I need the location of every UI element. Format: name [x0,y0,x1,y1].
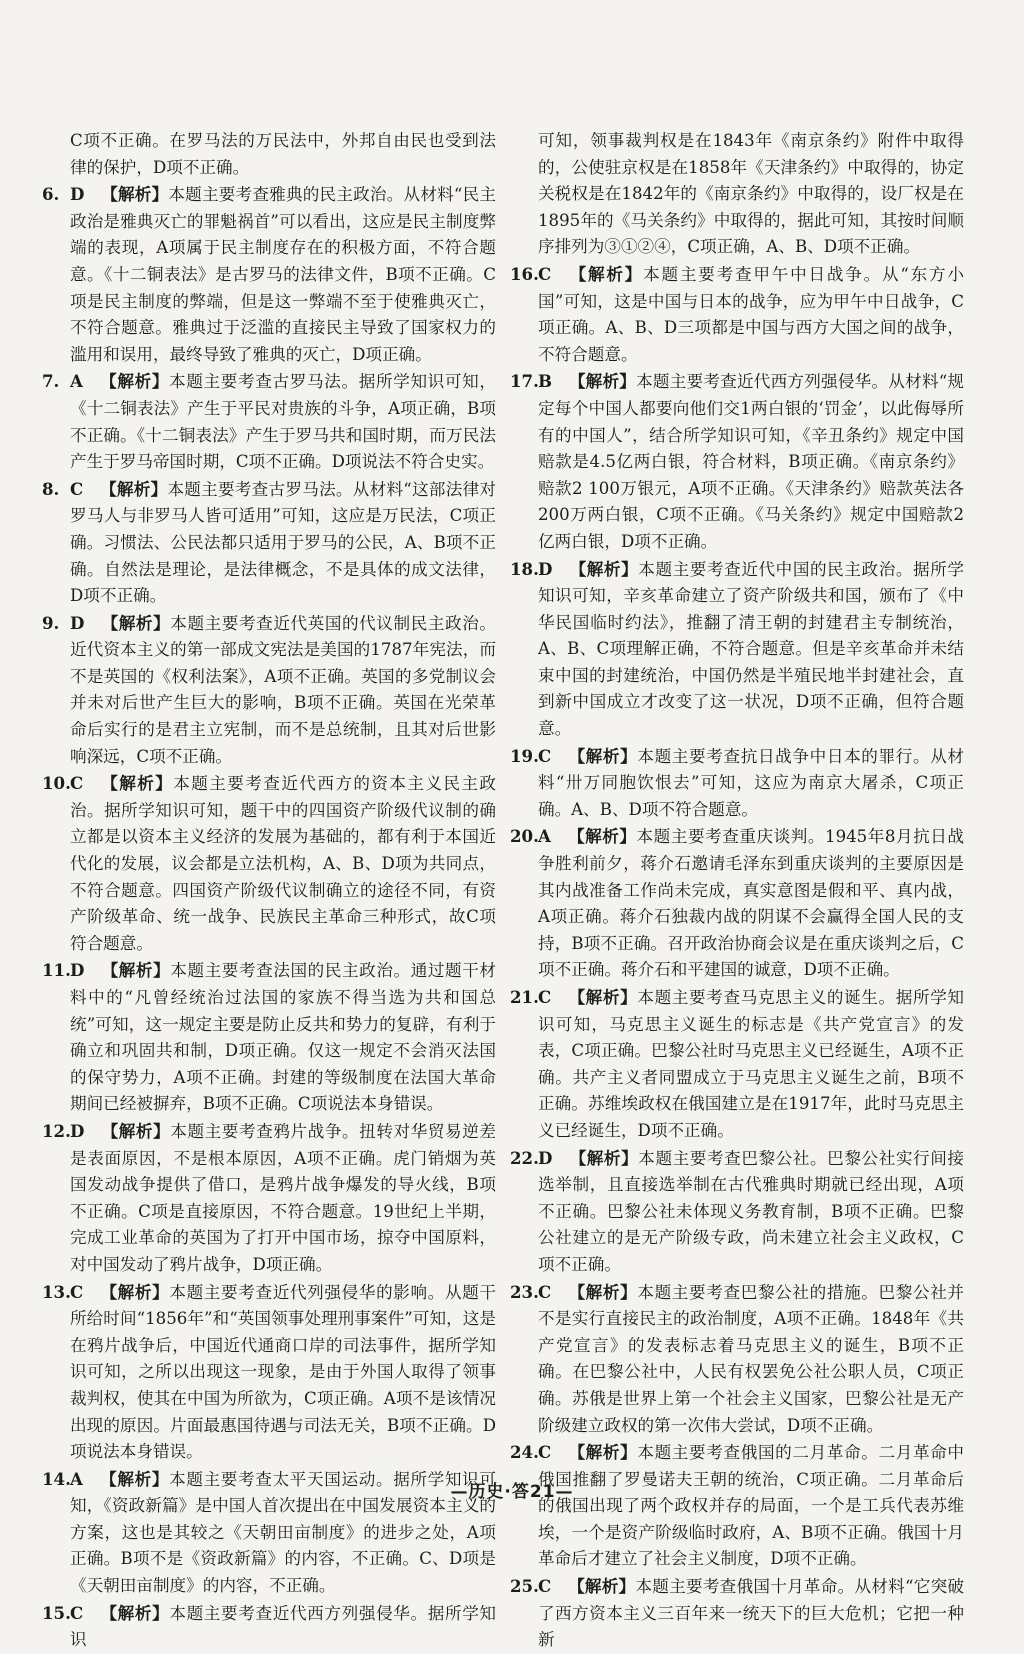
answer-item [510,1439,964,1573]
question-number: 10. [42,773,71,794]
analysis-tag: 【解析】 [568,1147,639,1168]
question-number: 24. [510,1442,539,1463]
question-number: 11. [42,960,71,981]
analysis-tag: 【解析】 [100,960,171,981]
answer-item [510,1573,964,1654]
answer-continuation [510,128,964,261]
analysis-tag: 【解析】 [568,558,639,579]
question-number: 12. [42,1120,71,1141]
answer-letter: D [70,612,85,633]
question-number: 7. [42,371,60,392]
explanation-text: 本题主要考查马克思主义的诞生。据所学知识可知，马克思主义诞生的标志是《共产党宣言》的发表，C项正确。巴黎公社时马克思主义已经诞生，A项不正确。共产主义者同盟成立于马克思主义诞生之前，B项不正确。苏维埃政权在俄国建立是在1917年，此时马克思主义已经诞生，D项不正确。 [538,988,965,1140]
analysis-tag: 【解析】 [567,263,644,284]
answer-letter: C [538,1576,552,1597]
question-number: 20. [510,826,539,847]
explanation-text: 可知，领事裁判权是在1843年《南京条约》附件中取得的，公使驻京权是在1858年《天津条约》中取得的，协定关税权是在1842年的《南京条约》中取得的，设厂权是在1895年的《马关条约》中取得的，据此可知，其按时间顺序排列为③①②④，C项正确，A、B、D项不正确。 [538,131,964,257]
explanation-text: 本题主要考查近代英国的代议制民主政治。近代资本主义的第一部成文宪法是美国的1787年宪法，而不是英国的《权利法案》，A项不正确。英国的多党制议会并未对后世产生巨大的影响，B项不正确。英国在光荣革命后实行的是君主立宪制，而不是总统制，且其对后世影响深远，C项不正确。 [70,613,497,766]
answer-letter: C [538,987,552,1007]
answer-item [510,823,964,984]
question-number: 25. [510,1576,539,1597]
explanation-text: 本题主要考查近代西方的资本主义民主政治。据所学知识可知，题干中的四国资产阶级代议制的确立都是以资本主义经济的发展为基础的，都有利于本国近代化的发展，议会都是立法机构，A、B、D项为共同点，不符合题意。四国资产阶级代议制确立的途径不同，有资产阶级革命、统一战争、民族民主革命三种形式，故C项符合题意。 [70,774,497,953]
answer-letter: C [70,1281,84,1302]
answer-letter: C [538,1442,552,1463]
question-number: 9. [42,612,60,633]
answer-item [510,984,964,1145]
answer-item [42,957,496,1118]
answer-letter: D [538,558,553,579]
question-number: 19. [510,745,539,766]
explanation-text: 本题主要考查法国的民主政治。通过题干材料中的“凡曾经统治过法国的家族不得当选为共和国总统”可知，这一规定主要是防止反共和势力的复辟，有利于确立和巩固共和制，D项正确。仅这一规定不会消灭法国的保守势力，A项不正确。封建的等级制度在法国大革命期间已经被摒弃，B项不正确。C项说法本身错误。 [70,961,497,1114]
answer-item [510,261,964,368]
explanation-text: 本题主要考查甲午中日战争。从“东方小国”可知，这是中国与日本的战争，应为甲午中日战争，C项正确。A、B、D三项都是中国与西方大国之间的战争，不符合题意。 [538,264,965,364]
answer-letter: B [538,371,553,392]
question-number: 23. [510,1281,539,1302]
explanation-text: 本题主要考查抗日战争中日本的罪行。从材料“卅万同胞饮恨去”可知，这应为南京大屠杀，C项正确。A、B、D项不符合题意。 [538,746,965,819]
explanation-text: 本题主要考查近代列强侵华的影响。从题干所给时间“1856年”和“英国领事处理刑事案件”可知，这是在鸦片战争后，中国近代通商口岸的司法事件，据所学知识可知，之所以出现这一现象，是由于外国人取得了领事裁判权，使其在中国为所欲为，C项正确。A项不是该情况出现的原因。片面最惠国待遇与司法无关，B项不正确。D项说法本身错误。 [70,1282,497,1462]
analysis-tag: 【解析】 [99,1602,170,1623]
answer-letter: D [70,184,85,205]
question-number: 15. [42,1602,71,1623]
answer-item [510,1145,964,1279]
explanation-text: 本题主要考查重庆谈判。1945年8月抗日战争胜利前夕，蒋介石邀请毛泽东到重庆谈判的主要原因是其内战准备工作尚未完成，真实意图是假和平、真内战，A项正确。蒋介石独裁内战的阴谋不会赢得全国人民的支持，B项不正确。召开政治协商会议是在重庆谈判之后，C项不正确。蒋介石和平建国的诚意，D项不正确。 [538,827,964,980]
explanation-text: 本题主要考查古罗马法。据所学知识可知，《十二铜表法》产生于平民对贵族的斗争，A项正确，B项不正确。《十二铜表法》产生于罗马共和国时期，而万民法产生于罗马帝国时期，C项不正确。D项说法不符合史实。 [70,372,496,472]
analysis-tag: 【解析】 [567,826,637,847]
answer-letter: C [70,773,84,794]
answer-letter: D [70,1120,85,1141]
question-number: 8. [42,478,60,499]
question-number: 13. [42,1281,71,1302]
answer-item [42,610,496,771]
explanation-text: 本题主要考查太平天国运动。据所学知识可知，《资政新篇》是中国人首次提出在中国发展资本主义的方案，这也是其较之《天朝田亩制度》的进步之处，A项正确。B项不是《资政新篇》的内容，不正确。C、D项是《天朝田亩制度》的内容，不正确。 [70,1469,496,1596]
analysis-tag: 【解析】 [567,745,638,766]
explanation-text: 本题主要考查巴黎公社的措施。巴黎公社并不是实行直接民主的政治制度，A项不正确。1848年《共产党宣言》的发表标志着马克思主义的诞生，B项不正确。在巴黎公社中，人民有权罢免公社公职人员，C项正确。苏俄是世界上第一个社会主义国家，巴黎公社是无产阶级建立政权的第一次伟大尝试，D项不正确。 [538,1282,965,1435]
analysis-tag: 【解析】 [99,478,168,499]
answer-continuation [42,128,496,181]
answer-item [510,743,964,824]
answer-item [42,1600,496,1654]
explanation-text: 本题主要考查俄国十月革命。从材料“它突破了西方资本主义三百年来一统天下的巨大危机；它把一种新 [538,1577,965,1650]
answer-item [42,1279,496,1466]
answer-item [510,556,964,743]
analysis-tag: 【解析】 [100,1120,171,1141]
question-number: 22. [510,1147,539,1168]
question-number: 17. [510,371,539,392]
page-footer: —历史·答21— [450,1482,574,1502]
question-number: 6. [42,184,60,205]
analysis-tag: 【解析】 [567,987,638,1007]
answer-letter: C [538,263,552,284]
analysis-tag: 【解析】 [100,184,169,205]
answer-item [42,770,496,957]
answer-letter: D [70,960,85,981]
answer-letter: A [70,371,83,392]
answer-item [42,368,496,475]
answer-item [42,476,496,610]
explanation-text: 本题主要考查俄国的二月革命。二月革命中俄国推翻了罗曼诺夫王朝的统治，C项正确。二月革命后的俄国出现了两个政权并存的局面，一个是工兵代表苏维埃，一个是资产阶级临时政府，A、B项不正确。俄国十月革命后才建立了社会主义制度，D项不正确。 [538,1443,965,1569]
answer-item [42,1118,496,1279]
analysis-tag: 【解析】 [100,612,171,633]
explanation-text: 本题主要考查近代中国的民主政治。据所学知识可知，辛亥革命建立了资产阶级共和国，颁布了《中华民国临时约法》，推翻了清王朝的封建君主专制统治，A、B、C项理解正确，不符合题意。但是辛亥革命并未结束中国的封建统治，中国仍然是半殖民地半封建社会，直到新中国成立才改变了这一状况，D项不正确，但符合题意。 [538,559,965,739]
answer-letter: C [538,745,552,766]
explanation-text: 本题主要考查雅典的民主政治。从材料“民主政治是雅典灭亡的罪魁祸首”可以看出，这应是民主制度弊端的表现，A项属于民主制度存在的积极方面，不符合题意。《十二铜表法》是古罗马的法律文件，B项不正确。C项是民主制度的弊端，但是这一弊端不至于使雅典灭亡，不符合题意。雅典过于泛滥的直接民主导致了国家权力的滥用和误用，最终导致了雅典的灭亡，D项正确。 [70,185,496,364]
answer-item [42,181,496,368]
explanation-text: C项不正确。在罗马法的万民法中，外邦自由民也受到法律的保护，D项不正确。 [70,131,496,177]
answer-letter: A [538,826,551,847]
analysis-tag: 【解析】 [99,773,174,794]
answer-letter: D [538,1147,553,1168]
question-number: 16. [510,263,539,284]
analysis-tag: 【解析】 [567,1576,636,1597]
analysis-tag: 【解析】 [567,1442,638,1463]
analysis-tag: 【解析】 [567,1281,638,1302]
explanation-text: 本题主要考查鸦片战争。扭转对华贸易逆差是表面原因，不是根本原因，A项不正确。虎门销烟为英国发动战争提供了借口，是鸦片战争爆发的导火线，B项不正确。C项是直接原因，不符合题意。19世纪上半期，完成工业革命的英国为了打开中国市场，掠夺中国原料，对中国发动了鸦片战争，D项正确。 [70,1121,497,1274]
explanation-text: 本题主要考查古罗马法。从材料“这部法律对罗马人与非罗马人皆可适用”可知，这应是万民法，C项正确。习惯法、公民法都只适用于罗马的公民，A、B项不正确。自然法是理论，是法律概念，不是具体的成文法律，D项不正确。 [70,479,497,606]
answer-item [510,368,964,555]
answer-letter: A [70,1468,83,1489]
question-number: 21. [510,987,539,1007]
explanation-text: 本题主要考查近代西方列强侵华。从材料“规定每个中国人都要向他们交1两白银的‘罚金’，以此侮辱所有的中国人”，结合所学知识可知，《辛丑条约》规定中国赔款是4.5亿两白银，符合材料，B项正确。《南京条约》赔款2 100万银元，A项不正确。《天津条约》赔款英法各200万两白银，C项不正确。《马关条约》规定中国赔款2亿两白银，D项不正确。 [538,372,965,551]
answer-letter: C [538,1281,552,1302]
analysis-tag: 【解析】 [99,1281,170,1302]
explanation-text: 本题主要考查巴黎公社。巴黎公社实行间接选举制，且直接选举制在古代雅典时期就已经出现，A项不正确。巴黎公社未体现义务教育制，B项不正确。巴黎公社建立的是无产阶级专政，尚未建立社会主义政权，C项不正确。 [538,1148,965,1274]
left-column [42,128,496,1654]
analysis-tag: 【解析】 [99,1468,170,1489]
answer-item [510,1279,964,1440]
analysis-tag: 【解析】 [99,371,170,392]
question-number: 18. [510,558,539,579]
answer-letter: C [70,1602,84,1623]
question-number: 14. [42,1468,71,1489]
answer-letter: C [70,478,84,499]
analysis-tag: 【解析】 [568,371,637,392]
right-column [510,128,964,1654]
explanation-text: 本题主要考查近代西方列强侵华。据所学知识 [70,1603,497,1650]
